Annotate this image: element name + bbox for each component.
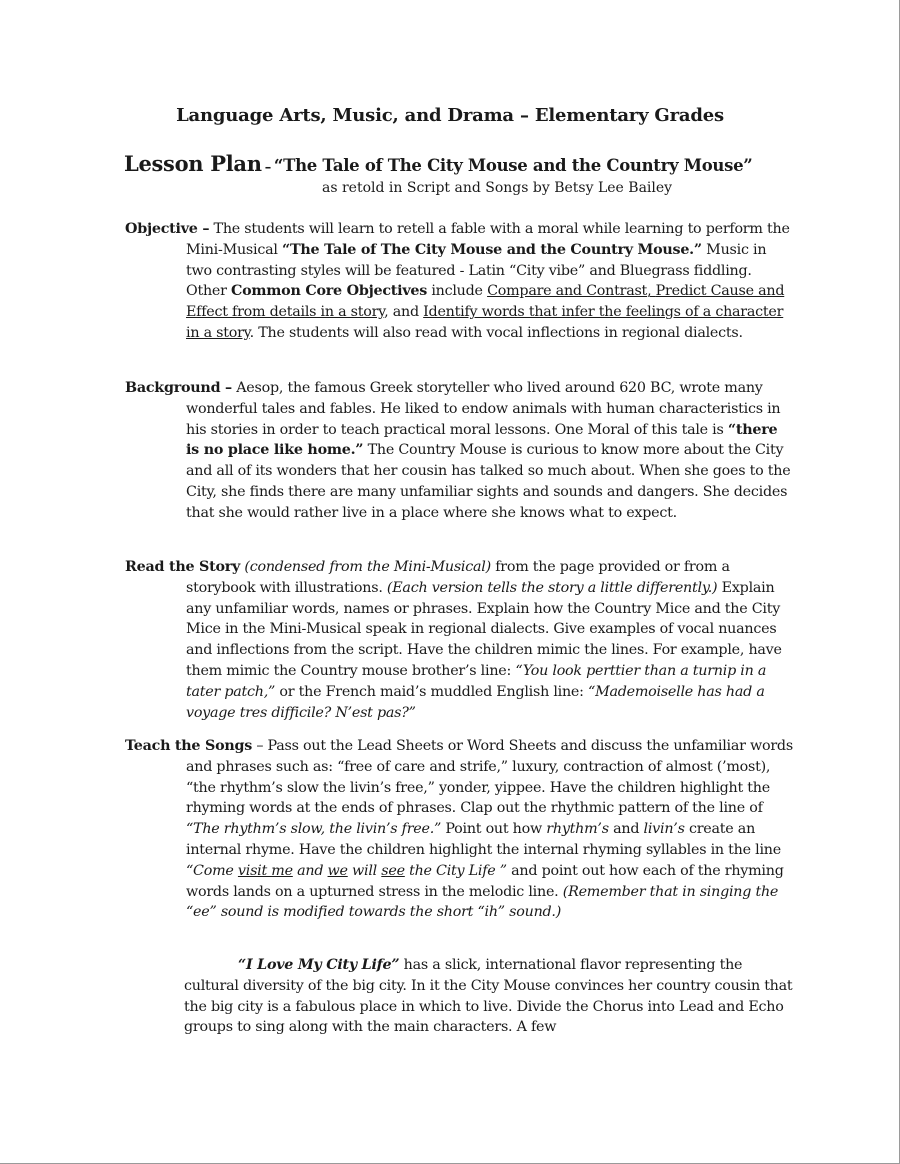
- objective-text: include: [427, 283, 488, 300]
- lesson-title-text: “The Tale of The City Mouse and the Country Mouse”: [273, 156, 753, 175]
- teach-songs-text: and: [608, 821, 644, 838]
- teach-songs-italic: the City Life ”: [404, 862, 507, 879]
- teach-songs-italic: “Come: [186, 862, 238, 879]
- lesson-plan-title: [124, 151, 864, 176]
- teach-songs-italic: rhythm’s: [546, 821, 609, 838]
- objective-text: Music in two contrasting styles will be featured - Latin “City vibe” and Bluegrass fiddling. Other: [186, 241, 767, 300]
- objective-text: , and: [384, 304, 424, 321]
- teach-songs-italic: and: [292, 862, 328, 879]
- objective-underlined: Identify words that infer the feelings of a character in a story: [186, 304, 784, 341]
- teach-songs-italic: “The rhythm’s slow, the livin’s free.”: [186, 821, 442, 838]
- song-title: “I Love My City Life”: [238, 957, 400, 973]
- song-note-paragraph: [184, 955, 794, 1038]
- teach-songs-text: Point out how: [441, 821, 547, 838]
- objective-underlined: Compare and Contrast: [487, 283, 648, 300]
- objective-text: ,: [647, 283, 656, 300]
- read-story-text: from the page provided or from a storybook with illustrations.: [186, 559, 730, 596]
- teach-songs-text: and point out how each of the rhyming words lands on a upturned stress in the melodic line.: [186, 862, 784, 900]
- rhyme-underlined: visit me: [237, 862, 293, 879]
- rhyme-underlined: we: [327, 862, 348, 879]
- teach-songs-italic: (Remember that in singing the “ee” sound is modified towards the short “ih” sound.): [186, 883, 779, 921]
- background-text: The Country Mouse is curious to know more about the City and all of its wonders that her cousin has talked so much about. When she goes to the City, she finds there are many unfamiliar sights and sounds and dangers. She decides that she would rather live in a place where she knows what to expect.: [186, 442, 791, 521]
- read-story-section: [125, 557, 793, 723]
- teach-songs-text: create an internal rhyme. Have the children highlight the internal rhyming syllables in the line: [186, 821, 781, 858]
- page-title: Language Arts, Music, and Drama – Elementary Grades: [176, 105, 724, 126]
- teach-songs-section: [125, 736, 793, 923]
- teach-songs-italic: livin’s: [643, 821, 685, 838]
- read-story-heading: Read the Story: [125, 559, 241, 575]
- background-text: Aesop, the famous Greek storyteller who lived around 620 BC, wrote many wonderful tales and fables. He liked to endow animals with human characteristics in his stories in order to teach practical moral lessons. One Moral of this tale is: [186, 380, 781, 438]
- rhyme-underlined: see: [381, 862, 405, 879]
- read-story-text: or the French maid’s muddled English line:: [275, 683, 589, 700]
- read-story-italic: (Each version tells the story a little differently.): [386, 579, 718, 596]
- objective-text: . The students will also read with vocal inflections in regional dialects.: [249, 324, 743, 341]
- subtitle: as retold in Script and Songs by Betsy Lee Bailey: [322, 180, 673, 196]
- teach-songs-text: – Pass out the Lead Sheets or Word Sheets and discuss the unfamiliar words and phrases such as: “free of care and strife,” luxury, contraction of almost (’most), “the rhythm’s slow the livin’s free,” yonder, yippee. Have the children highlight the rhyming words at the ends of phrases. Clap out the rhythmic pattern of the line of: [186, 738, 793, 817]
- objective-heading: Objective –: [125, 221, 210, 237]
- lesson-plan-separator: –: [264, 160, 271, 175]
- teach-songs-heading: Teach the Songs: [125, 738, 253, 754]
- objective-section: [125, 219, 793, 344]
- teach-songs-italic: will: [347, 862, 382, 879]
- common-core-label: Common Core Objectives: [231, 283, 428, 300]
- background-section: [125, 378, 793, 524]
- read-story-italic: “Mademoiselle has had a voyage tres difficile? N’est pas?”: [186, 683, 765, 721]
- background-moral: “there is no place like home.”: [186, 421, 778, 459]
- read-story-italic: (condensed from the Mini-Musical): [240, 559, 491, 575]
- objective-underlined: Predict Cause and Effect from details in a story: [186, 283, 785, 321]
- objective-text: The students will learn to retell a fable with a moral while learning to perform the Mini-Musical: [186, 221, 790, 258]
- background-heading: Background –: [125, 380, 232, 396]
- objective-bold-title: “The Tale of The City Mouse and the Country Mouse.”: [281, 241, 702, 258]
- read-story-italic: “You look perttier than a turnip in a tater patch,”: [186, 662, 767, 700]
- lesson-plan-label: Lesson Plan: [124, 151, 262, 176]
- read-story-text: Explain any unfamiliar words, names or phrases. Explain how the Country Mice and the City Mice in the Mini-Musical speak in regional dialects. Give examples of vocal nuances and inflections from the script. Have the children mimic the lines. For example, have them mimic the Country mouse brother’s line:: [186, 579, 782, 679]
- song-note-text: has a slick, international flavor representing the cultural diversity of the big city. In it the City Mouse convinces her country cousin that the big city is a fabulous place in which to live. Divide the Chorus into Lead and Echo groups to sing along with the main characters. A few: [184, 957, 793, 1036]
